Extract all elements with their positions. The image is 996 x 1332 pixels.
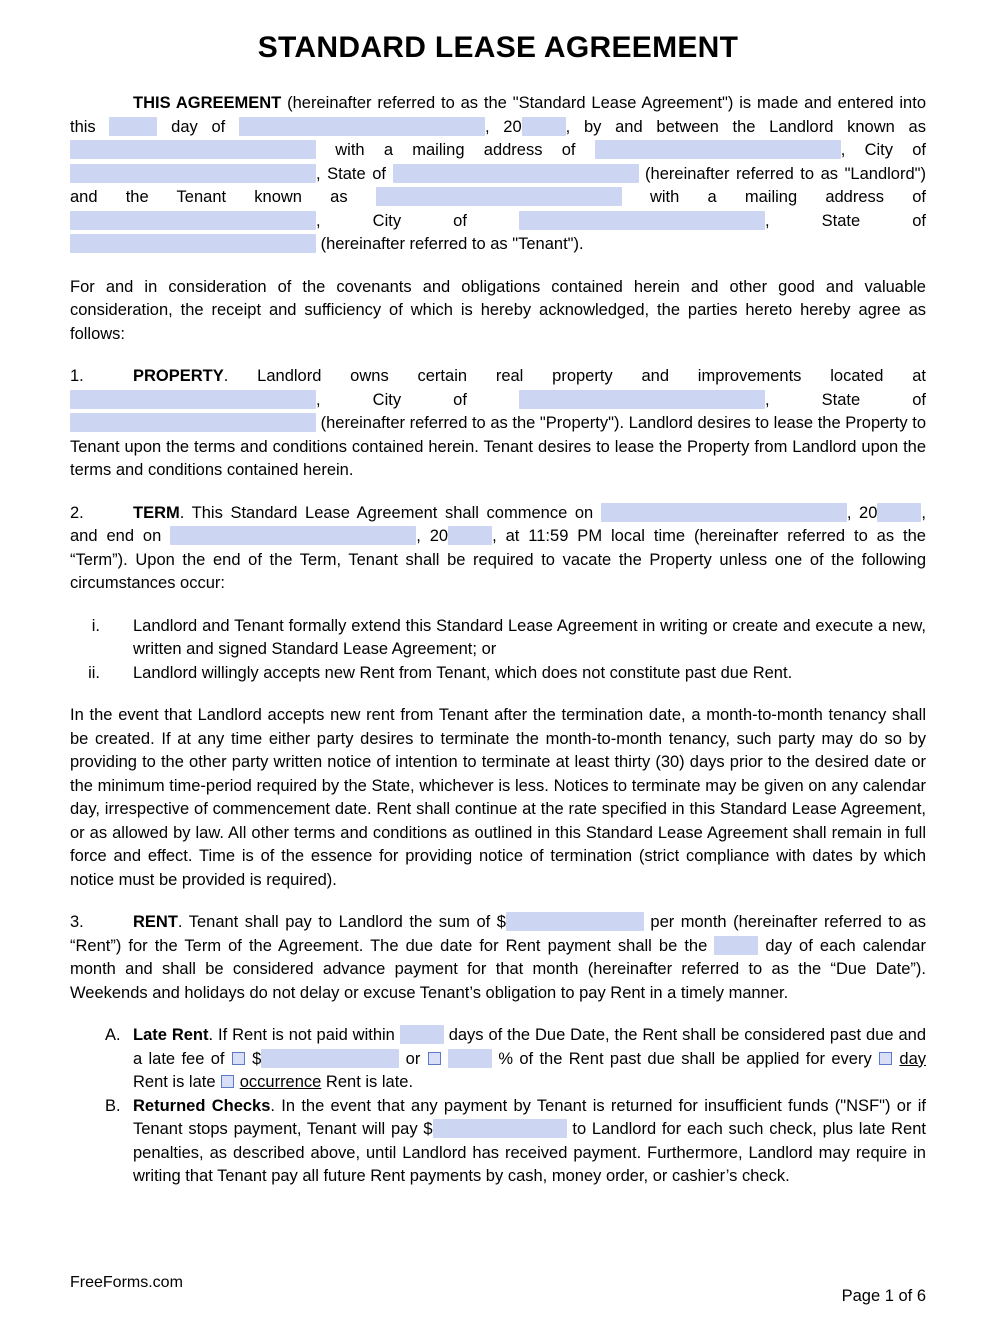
text-run: days of the Due Date, the Rent shall be considered past due and a late fee of [133,1026,926,1068]
commencement-date-blank[interactable] [601,503,847,522]
consideration-paragraph: For and in consideration of the covenants and obligations contained herein and other good and valuable consideration, the receipt and sufficiency of which is hereby acknowledged, the parties hereto hereby agree as follows: [70,277,926,343]
late-fee-percent-checkbox[interactable] [428,1052,441,1065]
bold-text: Late Rent [133,1026,209,1044]
agreement-day-blank[interactable] [109,117,157,136]
footer-brand: FreeForms.com [70,1273,183,1291]
rent-amount-blank[interactable] [506,912,644,931]
bold-text: THIS AGREEMENT [133,94,282,112]
landlord-city-blank[interactable] [70,164,316,183]
per-day-checkbox[interactable] [879,1052,892,1065]
text-run: Rent is late. [321,1073,414,1091]
bold-text: Returned Checks [133,1096,271,1115]
section-number: 2. [70,503,84,522]
returned-checks-text [133,1095,926,1189]
text-run: % of the Rent past due shall be applied for every [492,1049,879,1068]
list-marker-i: i. [91,616,100,635]
text-run: . This Standard Lease Agreement shall commence on [179,503,601,522]
text-run: (hereinafter referred to as the "Property"). Landlord desires to lease the Property to Tenant upon the terms and conditions contained herein. Tenant desires to lease the Property from Landlord upon the terms and conditions contained herein. [70,414,926,479]
property-city-blank[interactable] [519,390,765,409]
list-item-ii-text [133,662,926,686]
text-run: , 20 [416,527,449,545]
tenant-name-blank[interactable] [376,187,622,206]
list-item-b [70,1095,926,1189]
intro-paragraph [70,92,926,257]
month-to-month-paragraph: In the event that Landlord accepts new rent from Tenant after the termination date, a month-to-month tenancy shall be created. If at any time either party desires to terminate the month-to-month tenancy, such party may do so by providing to the other party written notice of intention to terminate at least thirty (30) days prior to the desired date or the minimum time-period required by the State, whichever is less. Notices to terminate may be given on any calendar day, irrespective of commencement date. Rent shall continue at the rate specified in this Standard Lease Agreement, or as allowed by law. All other terms and conditions as outlined in this Standard Lease Agreement shall remain in full force and effect. Time is of the essence for providing notice of termination (strict compliance with dates by which notice must be provided is required). [70,706,926,889]
nsf-fee-blank[interactable] [433,1119,567,1138]
page-number: Page 1 of 6 [841,1286,926,1305]
bold-text: PROPERTY [133,367,224,385]
late-days-blank[interactable] [400,1025,444,1044]
tenant-state-blank[interactable] [70,234,316,253]
section-2-term [70,502,926,596]
tenant-address-blank[interactable] [70,211,316,230]
text-run: . In the event that any payment by Tenant is returned for insufficient funds ("NSF") or if Tenant stops payment, Tenant will pay $ [133,1096,926,1138]
property-state-blank[interactable] [70,413,316,432]
list-item-a [70,1024,926,1095]
late-fee-dollar-blank[interactable] [261,1049,399,1068]
underlined-text: occurrence [239,1073,322,1091]
property-address-blank[interactable] [70,390,316,409]
list-item-i-text [133,615,926,662]
text-run: with a mailing address of [316,141,595,159]
text-run: . Tenant shall pay to Landlord the sum of $ [177,913,506,931]
text-run: with a mailing address of [621,188,926,206]
section-3-rent [70,911,926,1005]
text-run: , 20 [484,117,522,136]
text-run: to Landlord for each such check, plus late Rent penalties, as described above, until Landlord has received payment. Furthermore, Landlord may require in writing that Tenant pay all future Rent payments by cash, money order, or cashier’s check. [133,1120,926,1185]
text-run: Landlord and Tenant formally extend this Standard Lease Agreement in writing or create and execute a new, written and signed Standard Lease Agreement; or [133,616,926,658]
text-run: , State of [764,390,926,409]
text-run: or [399,1049,427,1068]
text-run: . If Rent is not paid within [208,1026,400,1044]
bold-text: TERM [133,503,180,522]
document-title: STANDARD LEASE AGREEMENT [257,31,739,64]
bold-text: RENT [133,913,178,931]
end-date-blank[interactable] [170,526,416,545]
list-marker-ii: ii. [88,663,100,682]
commencement-year-blank[interactable] [877,503,921,522]
text-run: , City of [840,141,926,159]
text-run: (hereinafter referred to as "Landlord") and the Tenant known as [70,164,926,206]
rent-subsections-list [70,1024,926,1189]
underlined-text: day [899,1049,926,1068]
text-run: , City of [316,211,519,230]
text-run: , State of [316,164,393,183]
rent-due-day-blank[interactable] [714,936,758,955]
text-run: (hereinafter referred to as "Tenant"). [316,235,584,253]
agreement-month-blank[interactable] [239,117,485,136]
text-run: , City of [316,390,519,409]
end-year-blank[interactable] [448,526,492,545]
text-run: , at 11:59 PM local time (hereinafter referred to as the “Term”). Upon the end of the Term, Tenant shall be required to vacate the Property unless one of the following circumstances occur: [70,527,926,592]
text-run: day of [157,117,239,136]
tenant-city-blank[interactable] [519,211,765,230]
section-1-property [70,365,926,483]
text-run: , by and between the Landlord known as [565,117,926,136]
text-run: Rent is late [133,1073,221,1091]
text-run: Landlord willingly accepts new Rent from Tenant, which does not constitute past due Rent. [133,663,793,682]
list-item-ii [70,662,926,686]
list-marker-a: A. [105,1026,121,1044]
late-rent-text [133,1024,926,1095]
text-run: , State of [764,211,926,230]
term-end-conditions-list [70,615,926,686]
section-number: 3. [70,913,84,931]
late-fee-dollar-checkbox[interactable] [232,1052,245,1065]
list-marker-b: B. [105,1096,121,1115]
text-run: . Landlord owns certain real property and improvements located at [223,367,926,385]
text-run: (hereinafter referred to as the "Standard Lease Agreement") is made and entered into this [70,94,926,136]
landlord-address-blank[interactable] [595,140,841,159]
late-fee-percent-blank[interactable] [448,1049,492,1068]
text-run: , and end on [70,503,926,545]
list-item-i [70,615,926,662]
text-run: , 20 [846,503,878,522]
section-number: 1. [70,367,84,385]
text-run: per month (hereinafter referred to as “Rent”) for the Term of the Agreement. The due date for Rent payment shall be the [70,913,926,955]
text-run: day of each calendar month and shall be considered advance payment for that month (hereinafter referred to as the “Due Date”). Weekends and holidays do not delay or excuse Tenant’s obligation to pay Rent in a timely manner. [70,936,926,1002]
agreement-year-blank[interactable] [522,117,566,136]
per-occurrence-checkbox[interactable] [221,1075,234,1088]
landlord-name-blank[interactable] [70,140,316,159]
landlord-state-blank[interactable] [393,164,639,183]
text-run: $ [245,1049,262,1068]
